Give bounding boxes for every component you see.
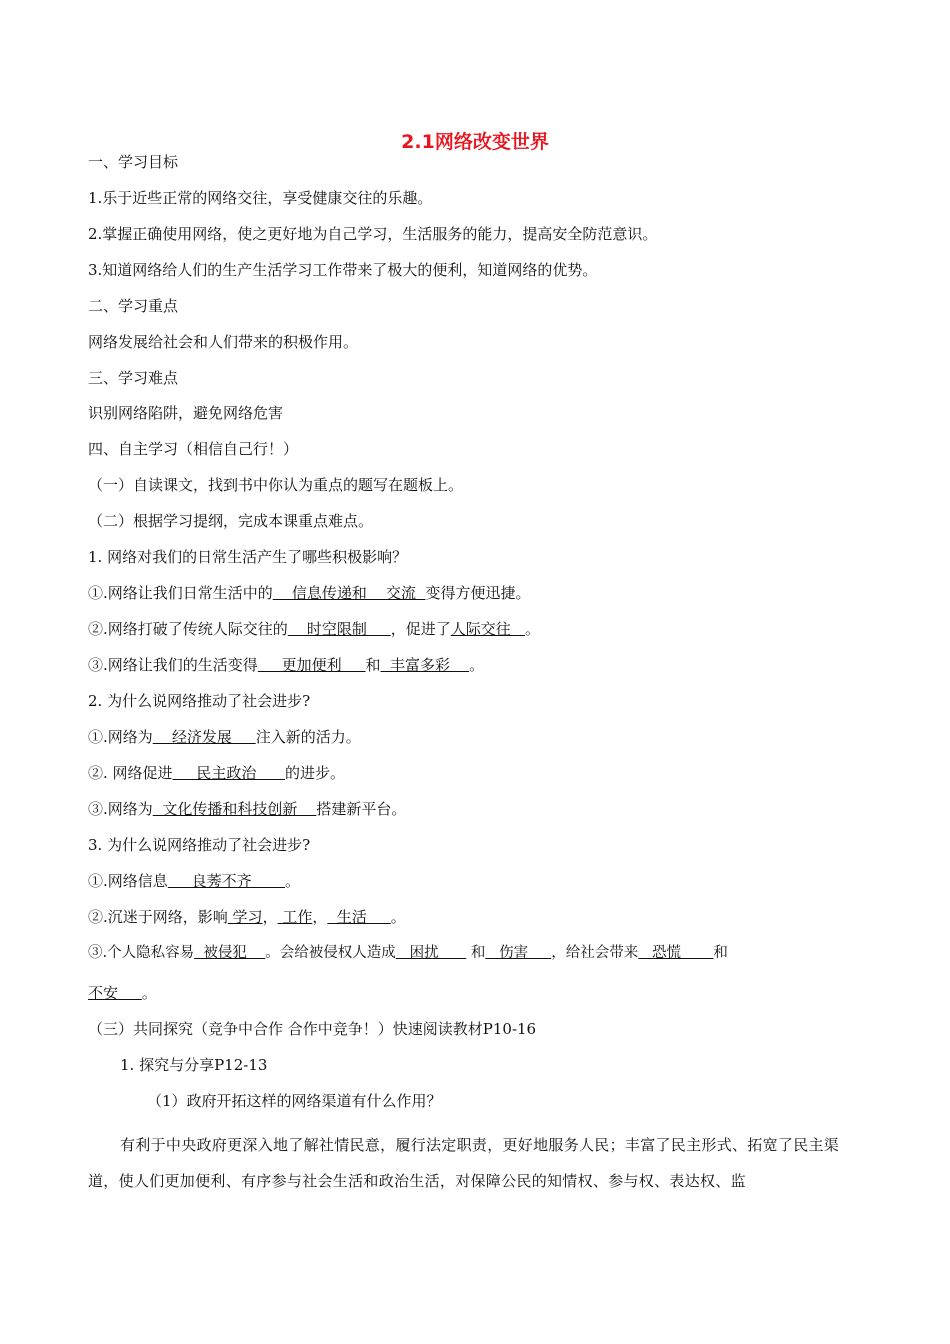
answer-line [88, 907, 406, 927]
answer-text: ， [312, 908, 328, 926]
answer-text: ②.沉迷于网络，影响 [88, 908, 228, 926]
explore-question: （1）政府开拓这样的网络渠道有什么作用？ [147, 1092, 442, 1110]
answer-text: 。 [141, 984, 157, 1002]
answer-text: ，给社会带来 [551, 945, 639, 961]
subsection-read: （一）自读课文，找到书中你认为重点的题写在题板上。 [88, 476, 464, 494]
answer-line [88, 655, 484, 675]
answer-line [88, 943, 728, 963]
section-heading-difficulties: 三、学习难点 [88, 369, 179, 387]
answer-blank: 生活 [327, 908, 391, 926]
answer-blank: 经济发展 [152, 728, 256, 746]
goal-item: 3.知道网络给人们的生产生活学习工作带来了极大的便利，知道网络的优势。 [88, 261, 598, 279]
answer-text: 。会给被侵权人造成 [265, 945, 396, 961]
answer-blank: 良莠不齐 [167, 872, 285, 890]
answer-text: ③.网络为 [88, 800, 153, 818]
answer-text: 变得方便迅捷。 [425, 584, 531, 602]
answer-text: ，促进了 [390, 620, 451, 638]
answer-text: 和 [713, 945, 728, 961]
answer-text: ， [262, 908, 278, 926]
answer-line [88, 619, 540, 639]
question-3: 3. 为什么说网络推动了社会进步? [88, 836, 311, 854]
answer-blank: 工作 [277, 908, 313, 926]
answer-blank: 人际交往 [450, 620, 526, 638]
answer-blank: 伤害 [485, 945, 552, 961]
answer-blank: 恐慌 [638, 945, 714, 961]
answer-line [88, 983, 157, 1003]
document-title: 2.1网络改变世界 [401, 131, 549, 153]
answer-blank: 民主政治 [172, 764, 285, 782]
subsection-explore: （三）共同探究（竞争中合作 合作中竞争！）快速阅读教材P10-16 [88, 1020, 537, 1038]
answer-blank: 不安 [88, 984, 142, 1002]
answer-line [88, 871, 300, 891]
answer-text: ①.网络信息 [88, 872, 168, 890]
answer-blank: 文化传播和科技创新 [152, 800, 317, 818]
answer-blank: 交流 [385, 584, 426, 602]
answer-text: 注入新的活力。 [255, 728, 361, 746]
answer-text: 和 [466, 945, 486, 961]
explore-item: 1. 探究与分享P12-13 [120, 1056, 268, 1074]
answer-text: ③.个人隐私容易 [88, 945, 195, 961]
section-heading-self-study: 四、自主学习（相信自己行！） [88, 440, 299, 458]
answer-text: 。 [285, 872, 301, 890]
answer-line [88, 583, 531, 603]
answer-text: 。 [525, 620, 541, 638]
answer-blank: 被侵犯 [194, 945, 266, 961]
goal-item: 2.掌握正确使用网络，使之更好地为自己学习，生活服务的能力，提高安全防范意识。 [88, 225, 658, 243]
answer-text: 搭建新平台。 [316, 800, 407, 818]
answer-blank: 信息传递和 [272, 584, 386, 602]
section-heading-goals: 一、学习目标 [88, 153, 179, 171]
answer-line [88, 799, 406, 819]
answer-blank: 困扰 [395, 945, 467, 961]
answer-text: ②.网络打破了传统人际交往的 [88, 620, 288, 638]
answer-text: ①.网络为 [88, 728, 153, 746]
explore-answer: 有利于中央政府更深入地了解社情民意，履行法定职责，更好地服务人民；丰富了民主形式、拓宽了民主渠道，使人们更加便利、有序参与社会生活和政治生活，对保障公民的知情权、参与权、表达权、监 [88, 1136, 840, 1190]
answer-text: ③.网络让我们的生活变得 [88, 656, 258, 674]
answer-text: 的进步。 [285, 764, 346, 782]
answer-blank: 学习 [227, 908, 263, 926]
question-2: 2. 为什么说网络推动了社会进步? [88, 692, 311, 710]
answer-text: 。 [390, 908, 406, 926]
answer-text: 。 [469, 656, 485, 674]
answer-text: ②. 网络促进 [88, 764, 173, 782]
question-1: 1. 网络对我们的日常生活产生了哪些积极影响？ [88, 548, 408, 566]
answer-blank: 时空限制 [287, 620, 391, 638]
goal-item: 1.乐于近些正常的网络交往，享受健康交往的乐趣。 [88, 189, 433, 207]
subsection-outline: （二）根据学习提纲，完成本课重点难点。 [88, 512, 374, 530]
answer-text: 和 [365, 656, 381, 674]
answer-line [88, 727, 361, 747]
answer-line [88, 763, 345, 783]
answer-text: ①.网络让我们日常生活中的 [88, 584, 273, 602]
key-points-text: 网络发展给社会和人们带来的积极作用。 [88, 333, 359, 351]
difficulties-text: 识别网络陷阱，避免网络危害 [88, 404, 284, 422]
answer-blank: 丰富多彩 [380, 656, 470, 674]
answer-blank: 更加便利 [257, 656, 366, 674]
section-heading-key-points: 二、学习重点 [88, 297, 179, 315]
